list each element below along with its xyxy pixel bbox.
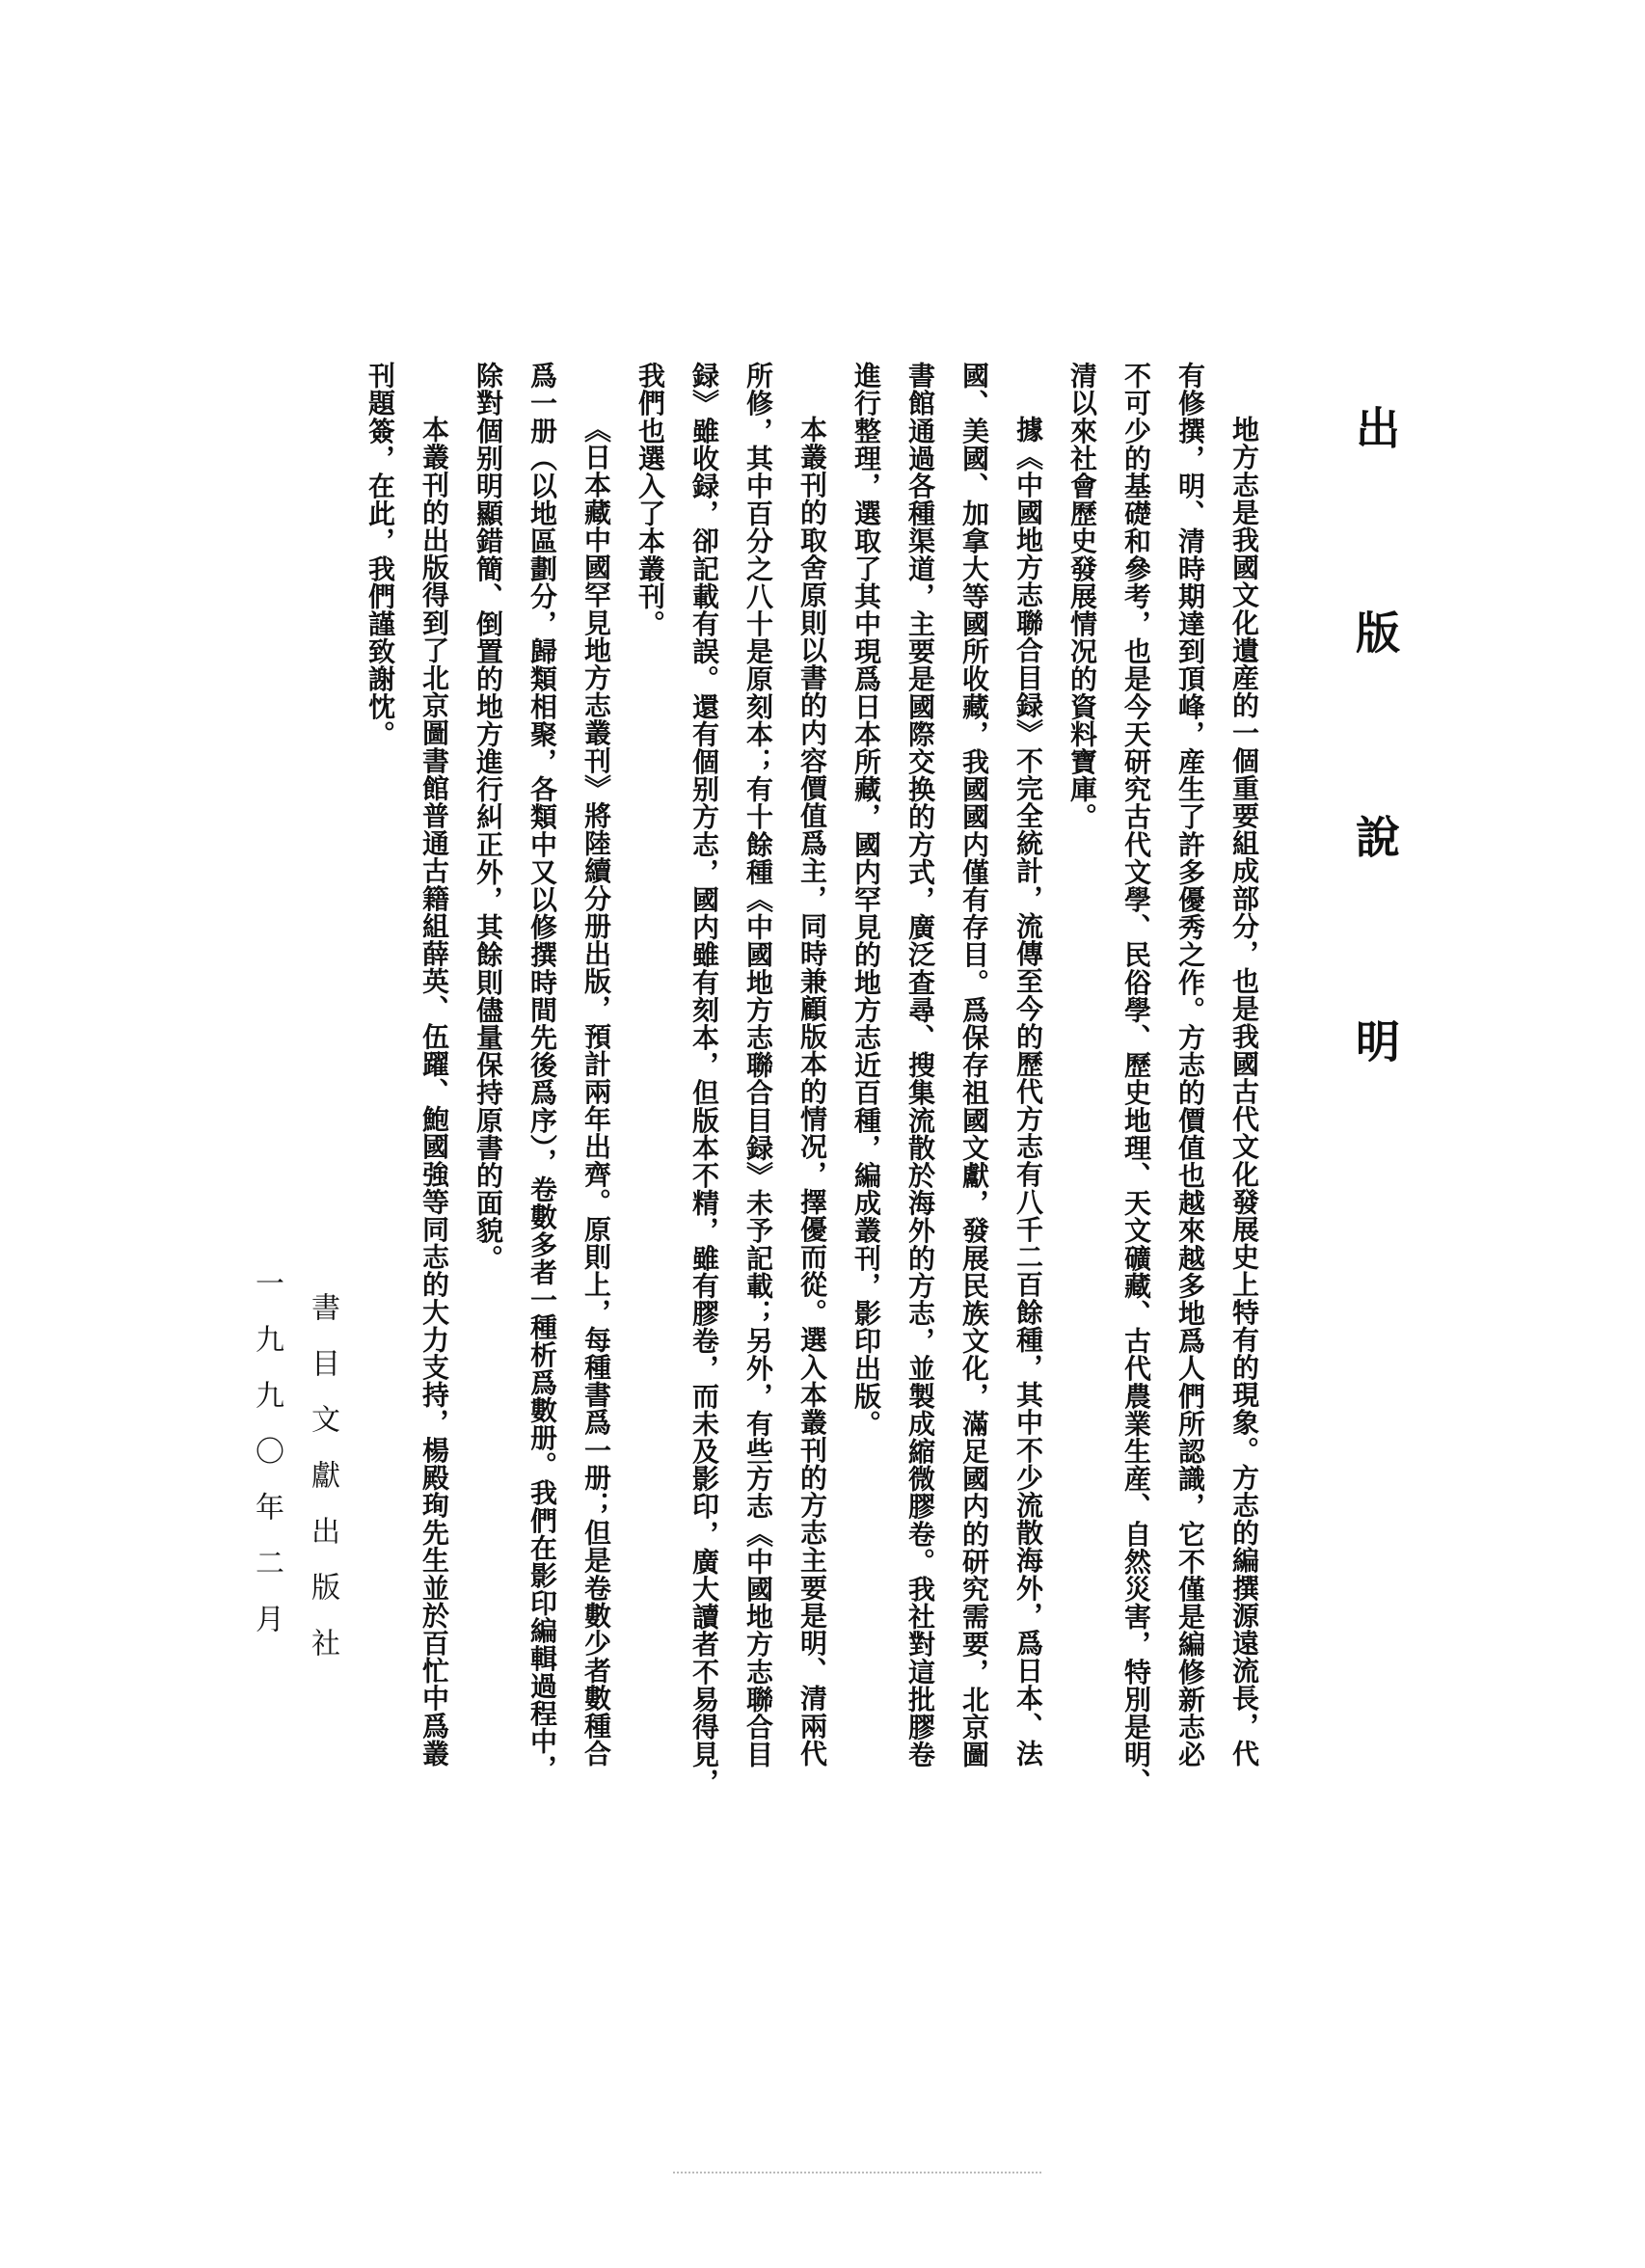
text-column: 我們也選入了本叢刊。 <box>634 362 666 637</box>
text-column: 國、美國、加拿大等國所收藏，我國國内僅有存目。爲保存祖國文獻，發展民族文化，滿足國内的研究需要，北京圖 <box>958 362 990 1768</box>
text-column: 清以來社會歷史發展情况的資料寶庫。 <box>1066 362 1098 831</box>
text-column: 除對個别明顯錯簡、倒置的地方進行糾正外，其餘則儘量保持原書的面貌。 <box>472 362 504 1272</box>
text-column: 《日本藏中國罕見地方志叢刊》將陸續分册出版，預計兩年出齊。原則上，每種書爲一册；但是卷數少者數種合 <box>580 416 612 1768</box>
text-column: 爲一册（以地區劃分，歸類相聚，各類中又以修撰時間先後爲序），卷數多者一種析爲數册。我們在影印編輯過程中， <box>526 362 558 1783</box>
text-column: 不可少的基礎和參考，也是今天研究古代文學、民俗學、歷史地理、天文礦藏、古代農業生産、自然災害，特別是明、 <box>1120 362 1152 1796</box>
text-column: 有修撰，明、清時期達到頂峰，産生了許多優秀之作。方志的價值也越來越多地爲人們所認識，它不僅是編修新志必 <box>1174 362 1206 1768</box>
publisher-signature: 書目文獻出版社 <box>306 1292 339 1684</box>
text-column: 據《中國地方志聯合目録》不完全統計，流傳至今的歷代方志有八千二百餘種，其中不少流散海外，爲日本、法 <box>1012 416 1044 1768</box>
text-column: 本叢刊的取舍原則以書的内容價值爲主，同時兼顧版本的情况，擇優而從。選入本叢刊的方志主要是明、清兩代 <box>796 416 828 1768</box>
publication-date: 一九九〇年二月 <box>250 1268 283 1660</box>
text-column: 本叢刊的出版得到了北京圖書館普通古籍組薛英、伍躍、鮑國強等同志的大力支持，楊殿珣先生並於百忙中爲叢 <box>418 416 450 1768</box>
text-column: 所修，其中百分之八十是原刻本；有十餘種《中國地方志聯合目録》未予記載；另外，有些方志《中國地方志聯合目 <box>742 362 774 1768</box>
text-column: 地方志是我國文化遺産的一個重要組成部分，也是我國古代文化發展史上特有的現象。方志的編撰源遠流長，代 <box>1228 416 1260 1768</box>
scan-artifact <box>673 2172 1041 2174</box>
text-column: 刊題簽，在此，我們謹致謝忱。 <box>364 362 396 748</box>
text-column: 書館通過各種渠道，主要是國際交换的方式，廣泛查尋、搜集流散於海外的方志，並製成縮微膠卷。我社對這批膠卷 <box>904 362 936 1768</box>
page-title: 出版說明 <box>1349 405 1401 1223</box>
text-column: 進行整理，選取了其中現爲日本所藏，國内罕見的地方志近百種，編成叢刊，影印出版。 <box>850 362 882 1438</box>
text-column: 録》雖收録，卻記載有誤。還有個别方志，國内雖有刻本，但版本不精，雖有膠卷，而未及影印，廣大讀者不易得見， <box>688 362 720 1796</box>
